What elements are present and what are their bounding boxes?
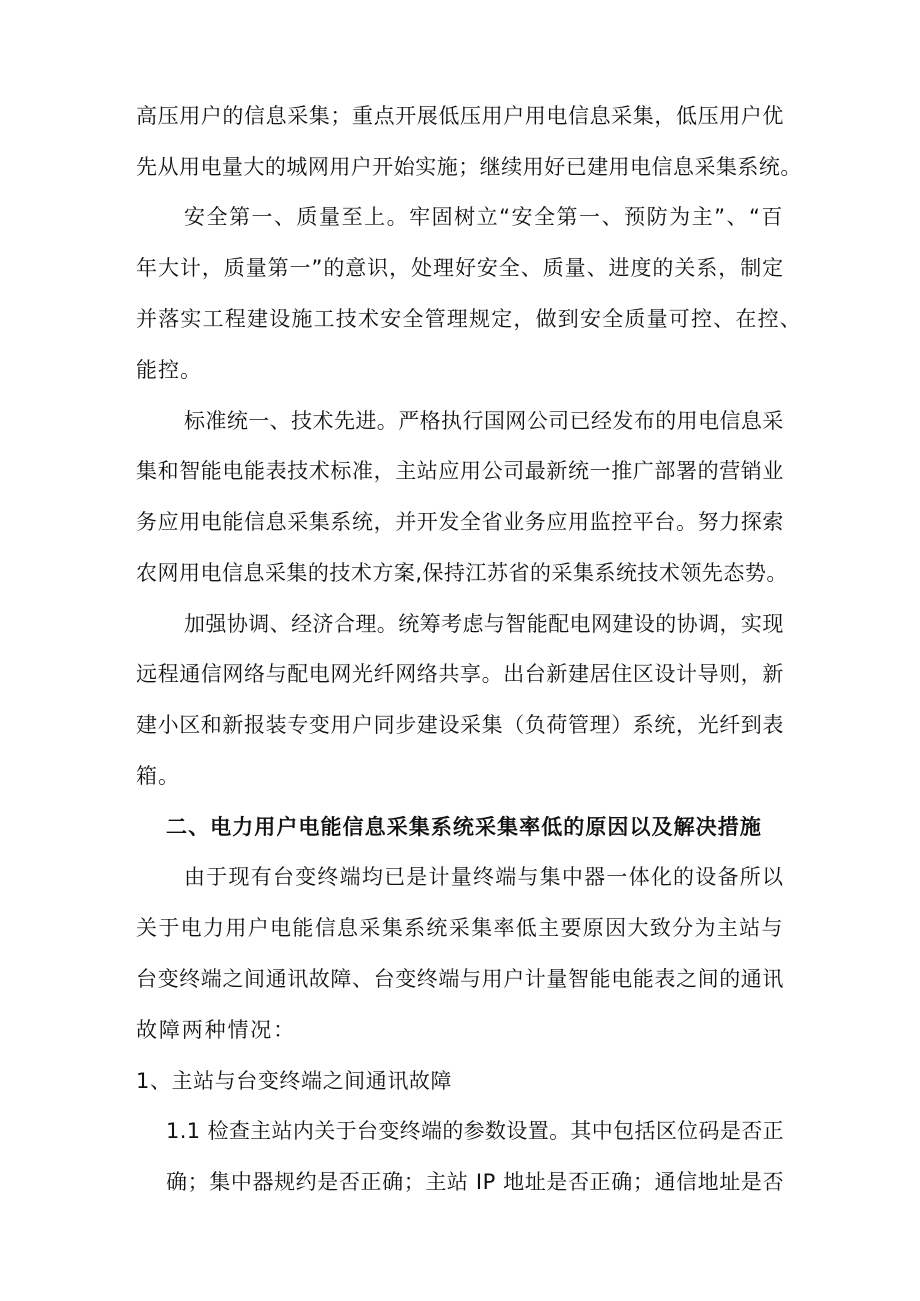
paragraph-line: 确；集中器规约是否正确；主站 IP 地址是否正确；通信地址是否 xyxy=(166,1170,785,1194)
paragraph-line: 箱。 xyxy=(136,764,180,788)
paragraph-line: 标准统一、技术先进。严格执行国网公司已经发布的用电信息采 xyxy=(184,409,784,433)
paragraph-line: 集和智能电能表技术标准，主站应用公司最新统一推广部署的营销业 xyxy=(136,459,784,483)
paragraph-line: 先从用电量大的城网用户开始实施；继续用好已建用电信息采集系统。 xyxy=(136,155,802,179)
paragraph-line: 安全第一、质量至上。牢固树立“安全第一、预防为主”、“百 xyxy=(184,205,784,229)
section-heading: 二、电力用户电能信息采集系统采集率低的原因以及解决措施 xyxy=(166,815,762,839)
paragraph-line: 建小区和新报装专变用户同步建设采集（负荷管理）系统，光纤到表 xyxy=(136,713,784,737)
paragraph-line: 高压用户的信息采集；重点开展低压用户用电信息采集，低压用户优 xyxy=(136,104,784,128)
paragraph-line: 加强协调、经济合理。统筹考虑与智能配电网建设的协调，实现 xyxy=(184,612,784,636)
paragraph-line: 由于现有台变终端均已是计量终端与集中器一体化的设备所以 xyxy=(184,865,785,889)
paragraph-line: 1.1 检查主站内关于台变终端的参数设置。其中包括区位码是否正 xyxy=(166,1119,784,1143)
paragraph-line: 关于电力用户电能信息采集系统采集率低主要原因大致分为主站与 xyxy=(136,916,784,940)
paragraph-line: 能控。 xyxy=(136,358,202,382)
paragraph-line: 并落实工程建设施工技术安全管理规定，做到安全质量可控、在控、 xyxy=(136,307,802,331)
paragraph-line: 务应用电能信息采集系统，并开发全省业务应用监控平台。努力探索 xyxy=(136,510,784,534)
paragraph-line: 年大计，质量第一”的意识，处理好安全、质量、进度的关系，制定 xyxy=(136,256,785,280)
paragraph-line: 远程通信网络与配电网光纤网络共享。出台新建居住区设计导则，新 xyxy=(136,662,784,686)
paragraph-line: 故障两种情况： xyxy=(136,1018,297,1042)
paragraph-line: 农网用电信息采集的技术方案,保持江苏省的采集系统技术领先态势。 xyxy=(136,561,788,585)
paragraph-line: 1、主站与台变终端之间通讯故障 xyxy=(136,1069,453,1093)
paragraph-line: 台变终端之间通讯故障、台变终端与用户计量智能电能表之间的通讯 xyxy=(136,967,784,991)
